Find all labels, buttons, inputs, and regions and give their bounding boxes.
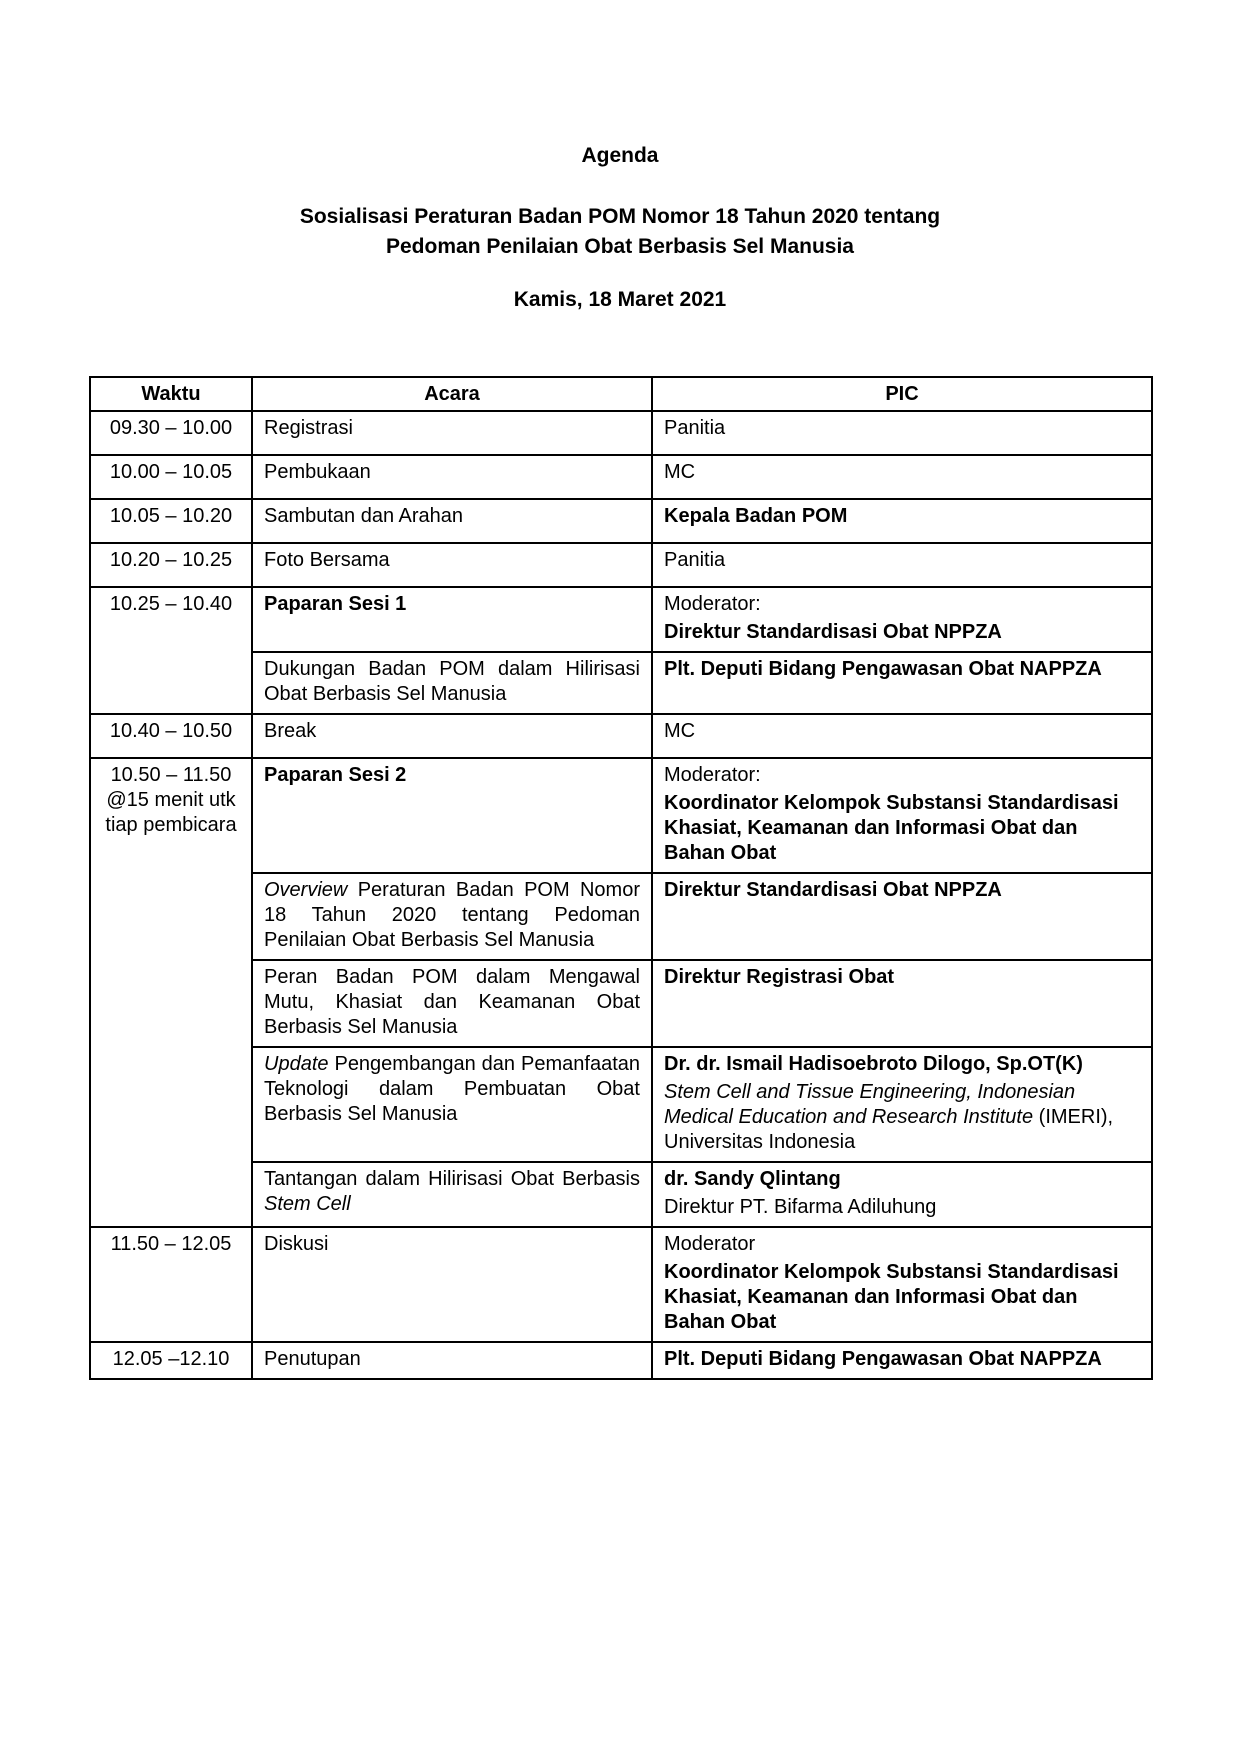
pic-cell	[652, 758, 1152, 873]
pic-cell	[652, 1047, 1152, 1162]
pic-cell	[652, 1227, 1152, 1342]
acara-cell: Paparan Sesi 1	[252, 587, 652, 652]
acara-text: Tantangan dalam Hilirisasi Obat Berbasis	[264, 1168, 640, 1190]
acara-italic-text: Update	[264, 1053, 329, 1075]
acara-italic-text: Stem Cell	[264, 1193, 351, 1215]
moderator-label: Moderator:	[664, 593, 761, 615]
pic-cell: Direktur Standardisasi Obat NPPZA	[652, 873, 1152, 960]
moderator-name: Koordinator Kelompok Substansi Standardisasi Khasiat, Keamanan dan Informasi Obat dan Bahan Obat	[664, 792, 1119, 864]
speaker-affiliation: Direktur PT. Bifarma Adiluhung	[664, 1196, 937, 1218]
speaker-affiliation-italic: Stem Cell and Tissue Engineering, Indonesian Medical Education and Research Institute	[664, 1081, 1076, 1128]
speaker-affiliation-text: (IMERI), Universitas Indonesia	[664, 1106, 1114, 1153]
pic-cell: Plt. Deputi Bidang Pengawasan Obat NAPPZA	[652, 1342, 1152, 1379]
event-title	[0, 202, 1240, 262]
acara-cell: Dukungan Badan POM dalam Hilirisasi Obat Berbasis Sel Manusia	[252, 652, 652, 714]
acara-cell: Penutupan	[252, 1342, 652, 1379]
acara-cell: Peran Badan POM dalam Mengawal Mutu, Khasiat dan Keamanan Obat Berbasis Sel Manusia	[252, 960, 652, 1047]
acara-cell: Break	[252, 714, 652, 758]
acara-cell	[252, 1047, 652, 1162]
table-row-break	[90, 714, 1152, 758]
acara-text: Peraturan Badan POM Nomor 18 Tahun 2020 tentang Pedoman Penilaian Obat Berbasis Sel Manusia	[264, 879, 640, 951]
acara-italic-text: Overview	[264, 879, 348, 901]
pic-cell: MC	[652, 455, 1152, 499]
event-title-line-2: Pedoman Penilaian Obat Berbasis Sel Manusia	[386, 235, 854, 258]
agenda-table	[89, 376, 1153, 1380]
acara-text: Pengembangan dan Pemanfaatan Teknologi dalam Pembuatan Obat Berbasis Sel Manusia	[264, 1053, 640, 1125]
pic-cell: Kepala Badan POM	[652, 499, 1152, 543]
pic-cell: Panitia	[652, 543, 1152, 587]
table-row	[90, 499, 1152, 543]
pic-cell: MC	[652, 714, 1152, 758]
time-range: 10.50 – 11.50	[110, 764, 232, 786]
event-date: Kamis, 18 Maret 2021	[513, 288, 727, 311]
time-cell: 10.00 – 10.05	[90, 455, 252, 499]
time-cell: 10.25 – 10.40	[90, 587, 252, 714]
pic-cell	[652, 587, 1152, 652]
table-row	[90, 455, 1152, 499]
pic-cell	[652, 1162, 1152, 1227]
speaker-name: Dr. dr. Ismail Hadisoebroto Dilogo, Sp.OT(K)	[664, 1053, 1083, 1075]
speaker-affiliation	[664, 1080, 1140, 1155]
pic-cell: Plt. Deputi Bidang Pengawasan Obat NAPPZA	[652, 652, 1152, 714]
column-header-pic: PIC	[652, 377, 1152, 411]
moderator-label: Moderator	[664, 1233, 756, 1255]
acara-cell	[252, 1162, 652, 1227]
table-row-diskusi	[90, 1227, 1152, 1342]
table-row-sesi-2	[90, 758, 1152, 873]
column-header-acara: Acara	[252, 377, 652, 411]
acara-cell: Sambutan dan Arahan	[252, 499, 652, 543]
acara-cell: Registrasi	[252, 411, 652, 455]
acara-cell: Paparan Sesi 2	[252, 758, 652, 873]
moderator-name: Koordinator Kelompok Substansi Standardisasi Khasiat, Keamanan dan Informasi Obat dan Bahan Obat	[664, 1261, 1119, 1333]
acara-cell	[252, 873, 652, 960]
time-cell: 10.05 – 10.20	[90, 499, 252, 543]
time-cell: 10.20 – 10.25	[90, 543, 252, 587]
event-title-line-1: Sosialisasi Peraturan Badan POM Nomor 18 Tahun 2020 tentang	[299, 205, 941, 228]
table-header-row	[90, 377, 1152, 411]
table-row	[90, 543, 1152, 587]
table-row-penutupan	[90, 1342, 1152, 1379]
time-cell: 09.30 – 10.00	[90, 411, 252, 455]
acara-cell: Foto Bersama	[252, 543, 652, 587]
table-row	[90, 411, 1152, 455]
pic-cell: Panitia	[652, 411, 1152, 455]
moderator-label: Moderator:	[664, 764, 761, 786]
time-note: @15 menit utk tiap pembicara	[105, 789, 237, 836]
speaker-name: dr. Sandy Qlintang	[664, 1168, 841, 1190]
acara-cell: Diskusi	[252, 1227, 652, 1342]
page-title: Agenda	[581, 144, 659, 167]
time-cell	[90, 758, 252, 1227]
time-cell: 12.05 –12.10	[90, 1342, 252, 1379]
moderator-name: Direktur Standardisasi Obat NPPZA	[664, 621, 1002, 643]
time-cell: 11.50 – 12.05	[90, 1227, 252, 1342]
pic-cell: Direktur Registrasi Obat	[652, 960, 1152, 1047]
acara-cell: Pembukaan	[252, 455, 652, 499]
time-cell: 10.40 – 10.50	[90, 714, 252, 758]
column-header-waktu: Waktu	[90, 377, 252, 411]
table-row-sesi-1	[90, 587, 1152, 652]
